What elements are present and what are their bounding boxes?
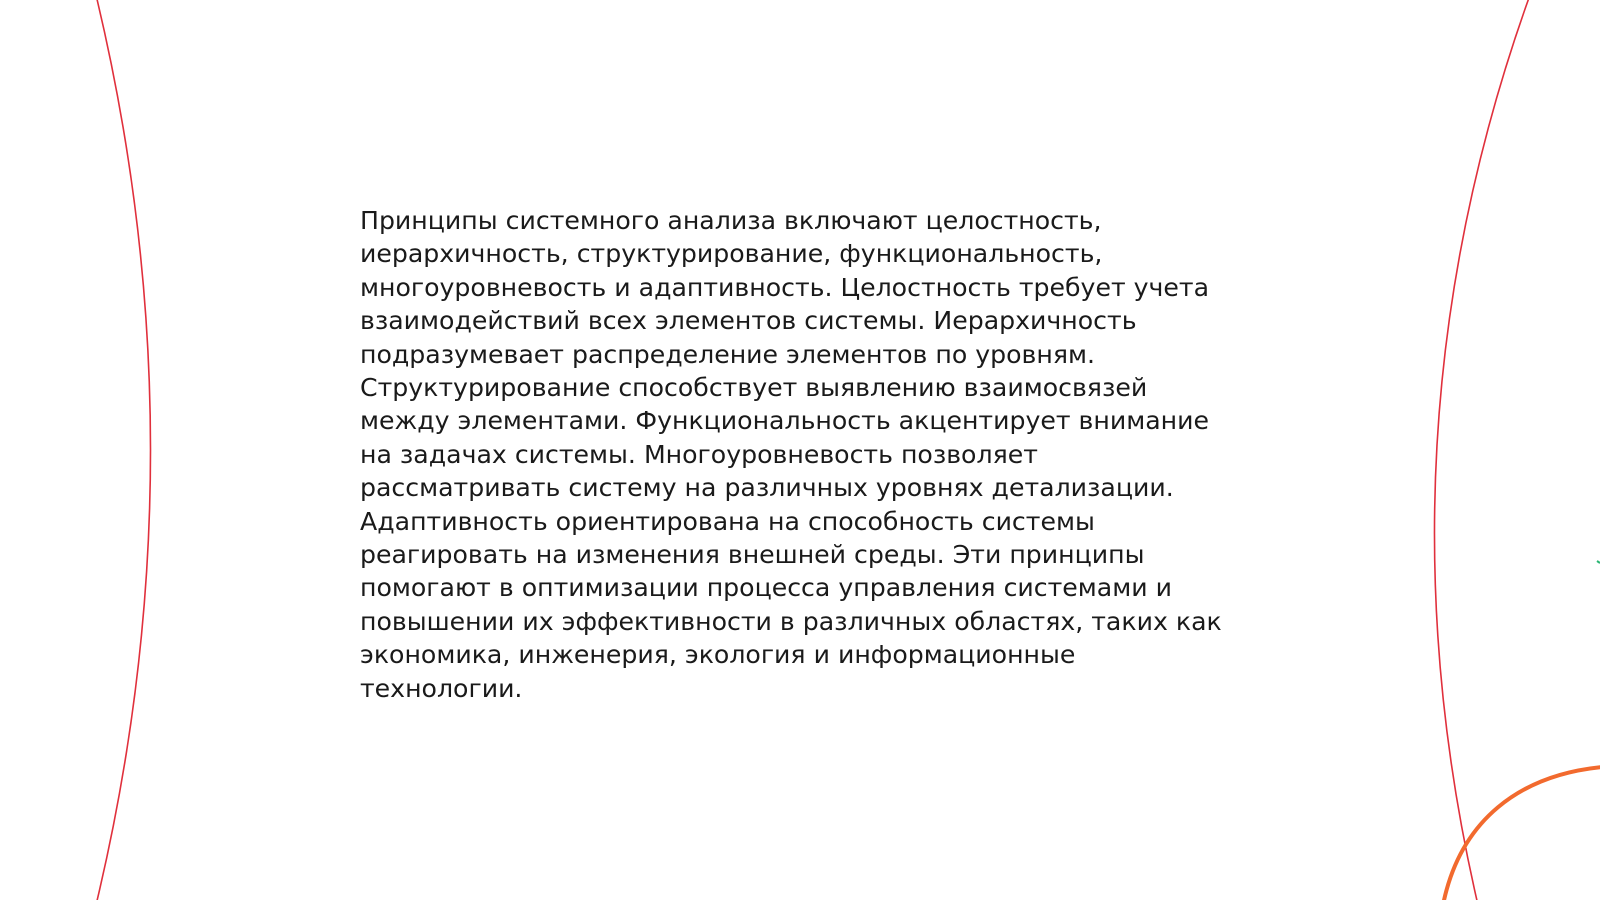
paragraph-line: рассматривать систему на различных уровнях детализации. [360,473,1174,503]
paragraph-line: многоуровневость и адаптивность. Целостность требует учета [360,272,1210,302]
paragraph-line: помогают в оптимизации процесса управления системами и [360,573,1172,603]
paragraph-line: Адаптивность ориентирована на способность системы [360,506,1095,536]
paragraph-line: реагировать на изменения внешней среды. Эти принципы [360,540,1145,570]
paragraph-line: Структурирование способствует выявлению взаимосвязей [360,373,1148,403]
paragraph-line: технологии. [360,673,523,703]
paragraph-line: повышении их эффективности в различных областях, таких как [360,606,1222,636]
paragraph-line: на задачах системы. Многоуровневость позволяет [360,439,1038,469]
paragraph-line: экономика, инженерия, экология и информационные [360,640,1076,670]
paragraph-line: Принципы системного анализа включают целостность, [360,206,1102,235]
paragraph-line: взаимодействий всех элементов системы. Иерархичность [360,306,1137,336]
paragraph-line: подразумевает распределение элементов по уровням. [360,339,1096,369]
paragraph-line: между элементами. Функциональность акцентирует внимание [360,406,1209,436]
right-curve-line [1434,0,1530,900]
paragraph-line: иерархичность, структурирование, функциональность, [360,239,1103,269]
body-paragraph [360,204,1260,705]
left-curve-line [96,0,151,900]
orange-arc [1443,767,1600,900]
